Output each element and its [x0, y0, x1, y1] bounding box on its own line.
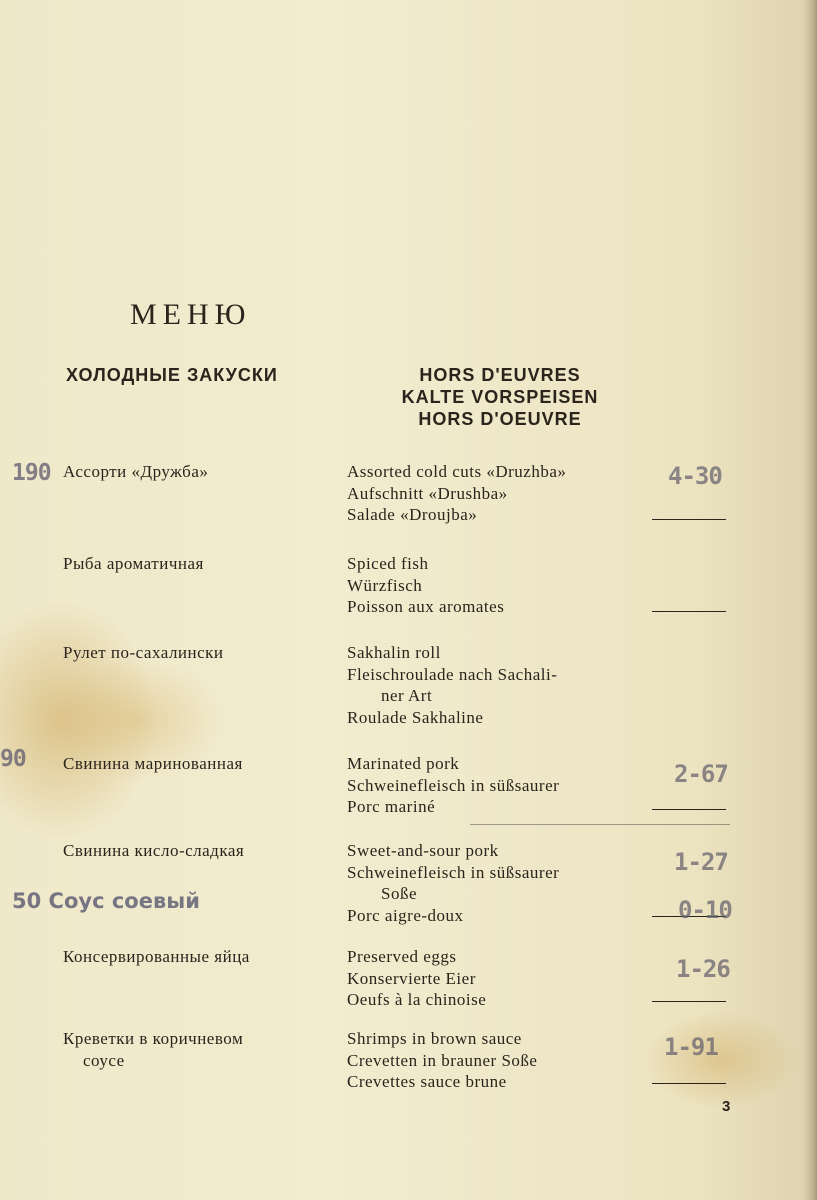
- price-stamp: 2-67: [674, 760, 728, 788]
- page-edge: [803, 0, 817, 1200]
- section-title-fr: HORS D'OEUVRE: [418, 409, 582, 429]
- item-name-en: Spiced fish: [347, 554, 429, 573]
- price-stamp: 1-27: [674, 848, 728, 876]
- item-translations: [347, 553, 504, 618]
- item-name-ru-line: соусе: [83, 1051, 125, 1070]
- item-name-fr: Poisson aux aromates: [347, 597, 505, 616]
- section-title-en: HORS D'EUVRES: [419, 365, 581, 385]
- item-name-de-cont: Soße: [381, 884, 417, 903]
- item-name-ru: Свинина маринованная: [63, 754, 243, 773]
- item-translations: [347, 753, 559, 818]
- price-stamp: 1-91: [664, 1033, 718, 1061]
- item-name-fr: Crevettes sauce brune: [347, 1072, 507, 1091]
- item-name-en: Shrimps in brown sauce: [347, 1029, 522, 1048]
- item-translations: [347, 642, 557, 728]
- item-name-en: Assorted cold cuts «Druzhba»: [347, 462, 567, 481]
- item-name-fr: Porc mariné: [347, 797, 436, 816]
- item-name-de: Konservierte Eier: [347, 968, 476, 988]
- item-name-en: Preserved eggs: [347, 947, 457, 966]
- item-name-ru: Рыба ароматичная: [63, 554, 204, 573]
- section-title-de: KALTE VORSPEISEN: [401, 387, 599, 407]
- item-name-en: Sweet-and-sour pork: [347, 841, 499, 860]
- price-blank-line: [652, 1083, 726, 1084]
- item-name-fr: Roulade Sakhaline: [347, 707, 484, 727]
- divider-line: [470, 824, 730, 825]
- item-name-ru-line: Креветки в коричневом: [63, 1029, 244, 1048]
- item-name-de: Crevetten in brauner Soße: [347, 1050, 538, 1070]
- item-translations: [347, 1028, 537, 1093]
- item-translations: [347, 840, 559, 926]
- item-name-fr: Oeufs à la chinoise: [347, 990, 487, 1009]
- sauce-price-stamp: 0-10: [678, 896, 732, 924]
- price-blank-line: [652, 1001, 726, 1002]
- item-name-de-cont: ner Art: [381, 686, 433, 705]
- section-title-ru: ХОЛОДНЫЕ ЗАКУСКИ: [66, 365, 278, 385]
- sauce-stamp: 50 Соус соевый: [12, 889, 200, 913]
- item-name-ru: Рулет по-сахалински: [63, 643, 224, 662]
- page-number: 3: [722, 1098, 731, 1115]
- item-name-ru: Консервированные яйца: [63, 947, 250, 966]
- item-name-en: Marinated pork: [347, 754, 460, 773]
- quantity-stamp: 190: [12, 460, 51, 486]
- page-title: МЕНЮ: [130, 298, 252, 332]
- item-name-de: Fleischroulade nach Sachali-: [347, 664, 558, 684]
- price-blank-line: [652, 611, 726, 612]
- quantity-stamp: 90: [0, 746, 26, 772]
- item-name-fr: Porc aigre-doux: [347, 905, 464, 925]
- item-name-de: Schweinefleisch in süßsaurer: [347, 862, 560, 882]
- item-translations: [347, 461, 566, 526]
- item-translations: [347, 946, 486, 1011]
- item-name-ru: Свинина кисло-сладкая: [63, 841, 245, 860]
- price-blank-line: [652, 809, 726, 810]
- item-name-fr: Salade «Droujba»: [347, 505, 478, 524]
- item-name-de: Aufschnitt «Drushba»: [347, 483, 508, 503]
- price-blank-line: [652, 519, 726, 520]
- price-stamp: 4-30: [668, 462, 722, 490]
- item-name-de: Schweinefleisch in süßsaurer: [347, 775, 560, 795]
- item-name-en: Sakhalin roll: [347, 643, 441, 662]
- section-title-foreign: [390, 364, 610, 430]
- item-name-ru: Ассорти «Дружба»: [63, 462, 209, 481]
- price-stamp: 1-26: [676, 955, 730, 983]
- item-name-ru: [63, 1028, 243, 1072]
- item-name-de: Würzfisch: [347, 575, 423, 595]
